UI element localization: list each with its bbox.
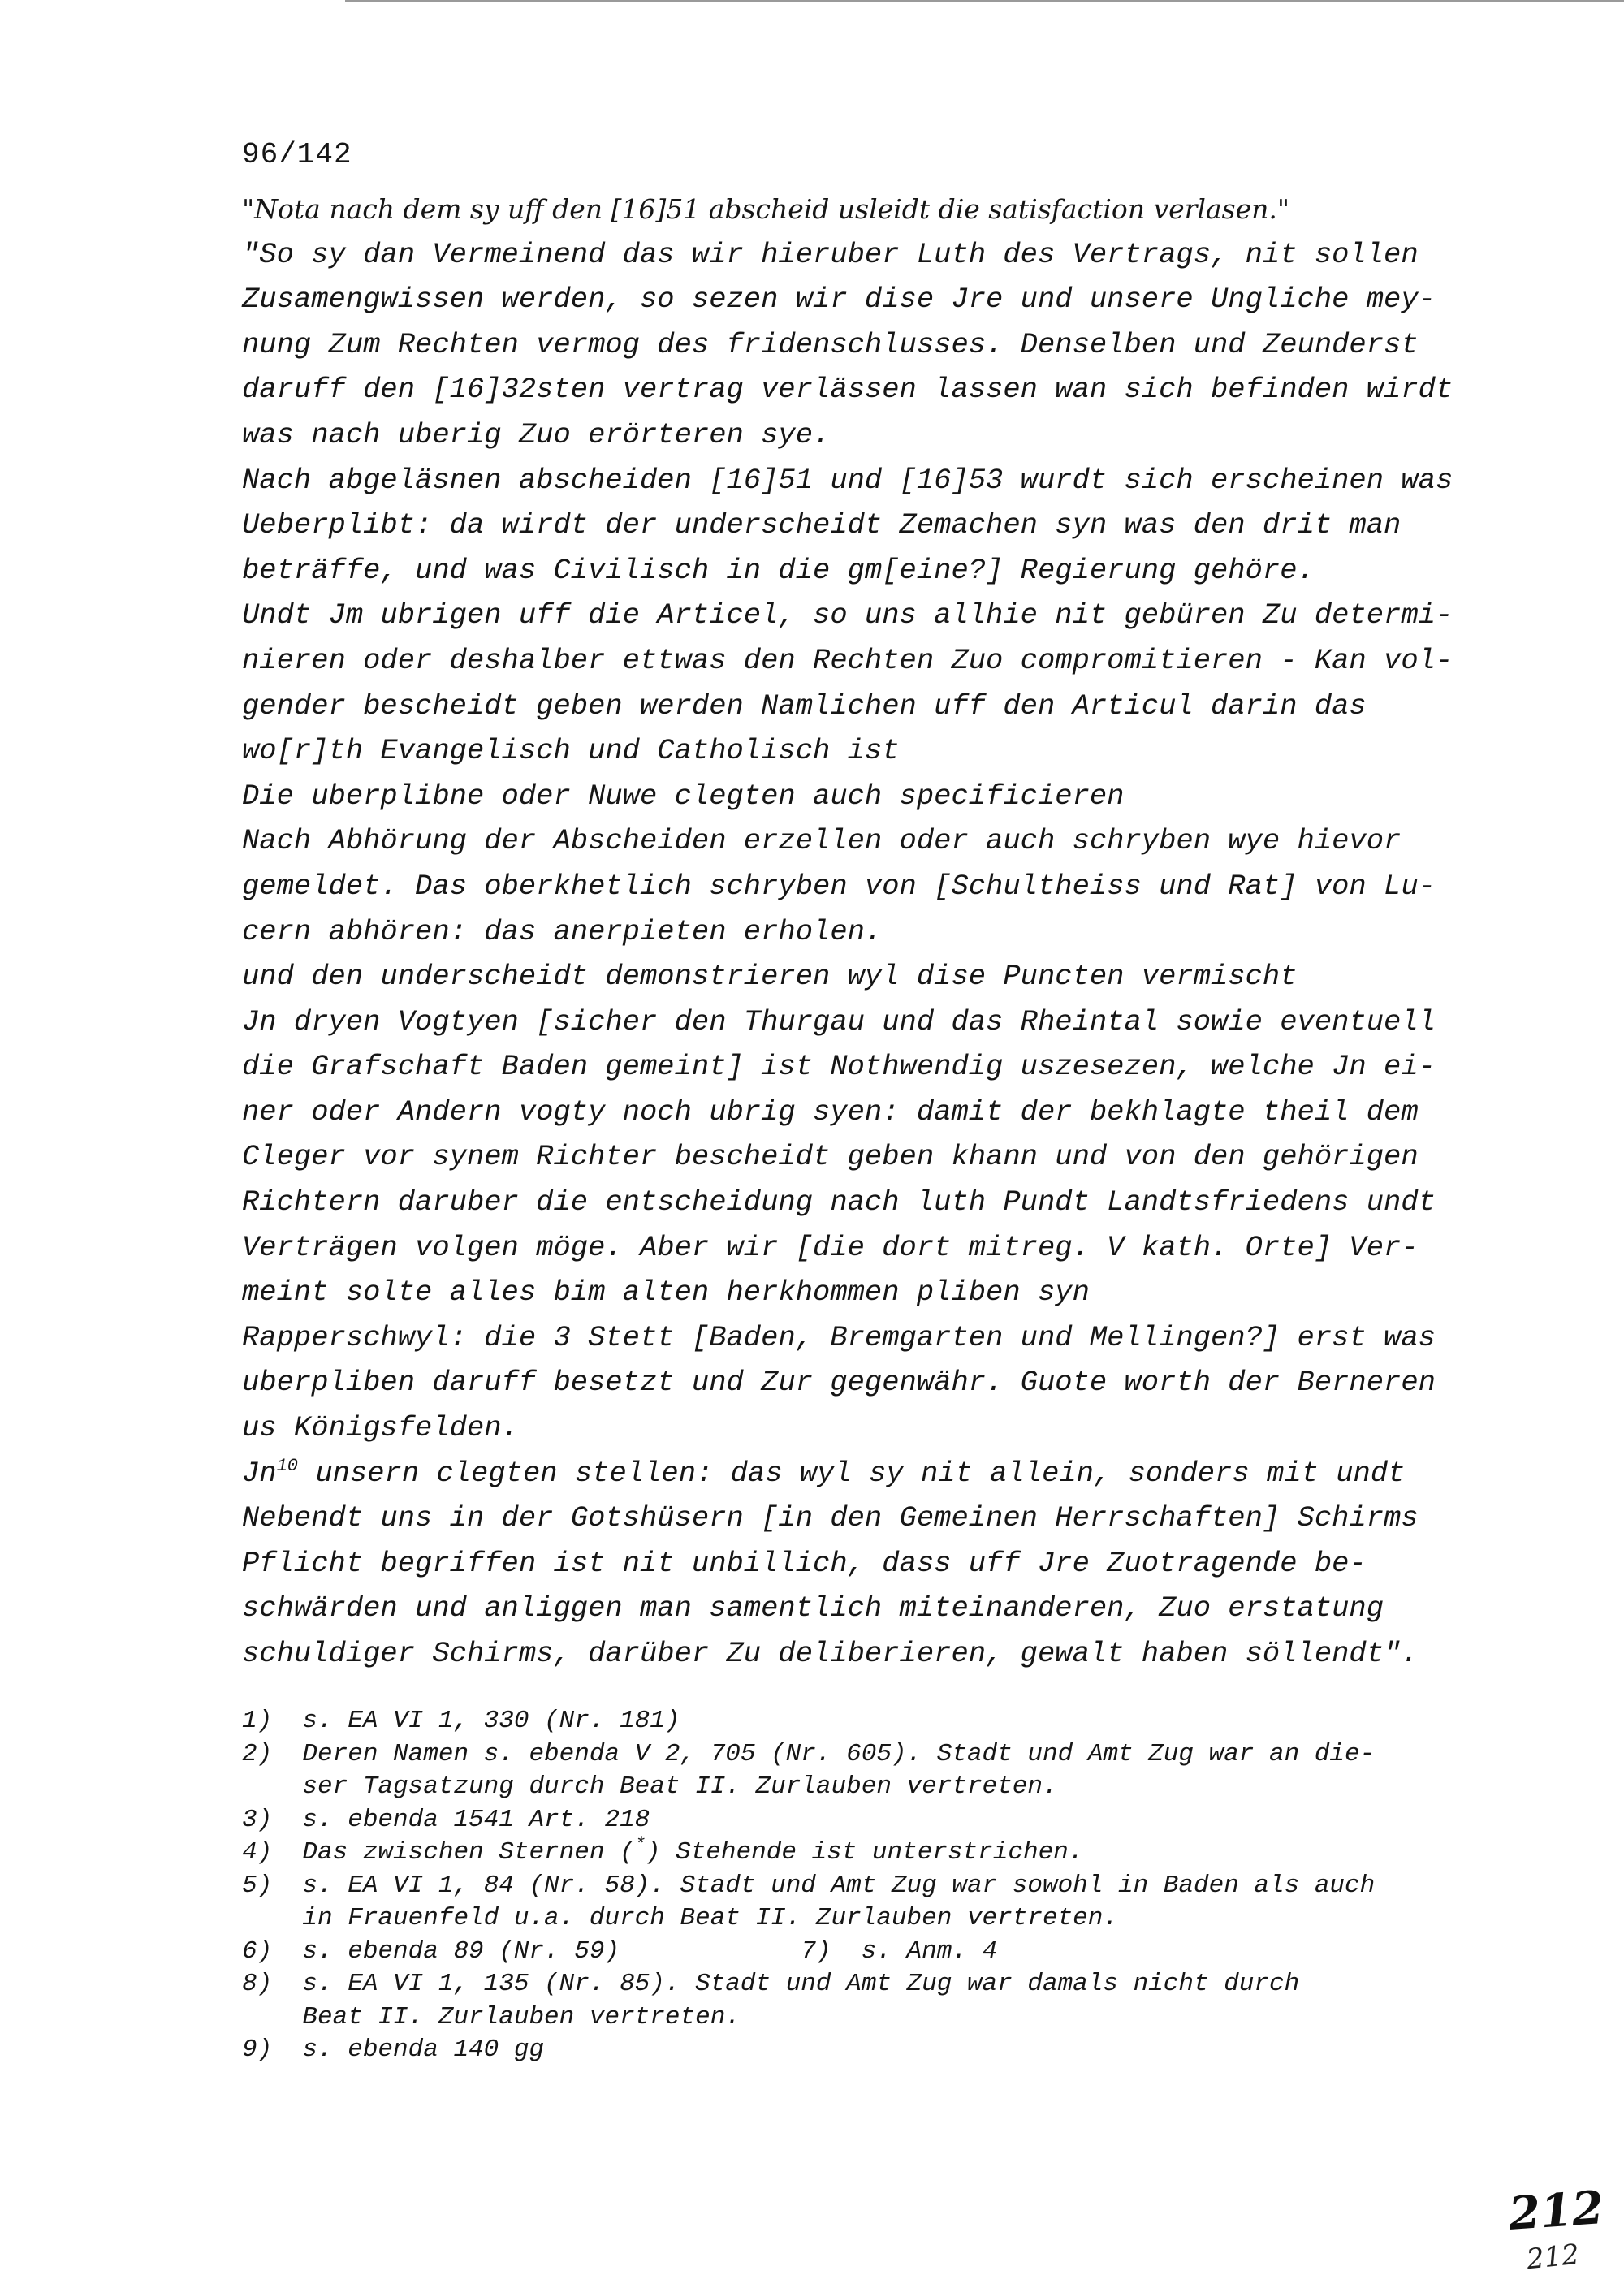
text-line: Nebendt uns in der Gotshüsern [in den Gemeinen Herrschaften] Schirms xyxy=(242,1501,1419,1535)
text-line: Verträgen volgen möge. Aber wir [die dort mitreg. V kath. Orte] Ver- xyxy=(242,1230,1419,1264)
footnote-6-7: 6) s. ebenda 89 (Nr. 59) 7) s. Anm. 4 xyxy=(242,1936,998,1966)
footnote-2-cont: ser Tagsatzung durch Beat II. Zurlauben vertreten. xyxy=(242,1772,1058,1801)
text-line: Richtern daruber die entscheidung nach luth Pundt Landtsfriedens undt xyxy=(242,1185,1436,1220)
text-line: meint solte alles bim alten herkhommen pliben syn xyxy=(242,1276,1090,1310)
footnote-5: 5) s. EA VI 1, 84 (Nr. 58). Stadt und Amt Zug war sowohl in Baden als auch xyxy=(242,1871,1376,1900)
page-reference: 96/142 xyxy=(242,138,352,171)
asterisk: * xyxy=(634,1834,646,1855)
footnote-5-cont: in Frauenfeld u.a. durch Beat II. Zurlauben vertreten. xyxy=(242,1904,1118,1932)
text-line: die Grafschaft Baden gemeint] ist Nothwendig uszesezen, welche Jn ei- xyxy=(242,1050,1436,1084)
text-line: beträffe, und was Civilisch in die gm[eine?] Regierung gehöre. xyxy=(242,553,1315,587)
text-line: und den underscheidt demonstrieren wyl dise Puncten vermischt xyxy=(242,960,1298,994)
jn-rest: unsern clegten stellen: das wyl sy nit allein, sonders mit undt xyxy=(298,1456,1406,1490)
text-line: was nach uberig Zuo erörteren sye. xyxy=(242,417,831,451)
footnote-4 xyxy=(242,1834,1509,1870)
handwritten-page-number-small: 212 xyxy=(1525,2238,1581,2277)
text-line: Undt Jm ubrigen uff die Articel, so uns allhie nit gebüren Zu determi- xyxy=(242,598,1453,632)
text-line: Nach Abhörung der Abscheiden erzellen oder auch schryben wye hievor xyxy=(242,824,1402,858)
text-line: schuldiger Schirms, darüber Zu deliberieren, gewalt haben söllendt". xyxy=(242,1637,1419,1670)
text-line: "Nota nach dem sy uff den [16]51 abscheid usleidt die satisfaction verlasen." xyxy=(242,193,1290,225)
text-line: nung Zum Rechten vermog des fridenschlusses. Denselben und Zeunderst xyxy=(242,327,1419,361)
text-line: uberpliben daruff besetzt und Zur gegenwähr. Guote worth der Berneren xyxy=(242,1366,1436,1400)
text-line: Pflicht begriffen ist nit unbillich, dass uff Jre Zuotragende be- xyxy=(242,1546,1367,1580)
text-line: cern abhören: das anerpieten erholen. xyxy=(242,914,883,948)
footnote-4-pre: 4) Das zwischen Sternen ( xyxy=(242,1838,635,1867)
footnote-marker-10: 10 xyxy=(276,1455,299,1476)
footnote-1: 1) s. EA VI 1, 330 (Nr. 181) xyxy=(242,1707,680,1735)
text-line-jn xyxy=(242,1451,1509,1496)
footnote-2: 2) Deren Namen s. ebenda V 2, 705 (Nr. 605). Stadt und Amt Zug war an die- xyxy=(242,1739,1376,1768)
text-line: gemeldet. Das oberkhetlich schryben von [Schultheiss und Rat] von Lu- xyxy=(242,869,1436,903)
text-line: Cleger vor synem Richter bescheidt geben khann und von den gehörigen xyxy=(242,1140,1419,1174)
footnote-9: 9) s. ebenda 140 gg xyxy=(242,2035,545,2064)
footnote-8: 8) s. EA VI 1, 135 (Nr. 85). Stadt und Amt Zug war damals nicht durch xyxy=(242,1970,1300,1998)
text-line: Zusamengwissen werden, so sezen wir dise Jre und unsere Ungliche mey- xyxy=(242,283,1436,317)
handwritten-page-number: 212 xyxy=(1506,2181,1606,2241)
jn-prefix: Jn xyxy=(242,1456,277,1490)
text-line: Rapperschwyl: die 3 Stett [Baden, Bremgarten und Mellingen?] erst was xyxy=(242,1320,1436,1354)
text-line: schwärden und anliggen man samentlich miteinanderen, Zuo erstatung xyxy=(242,1591,1384,1625)
top-edge-line xyxy=(345,0,1624,2)
text-line: nieren oder deshalber ettwas den Rechten Zuo compromitieren - Kan vol- xyxy=(242,643,1453,677)
footnote-3: 3) s. ebenda 1541 Art. 218 xyxy=(242,1805,650,1834)
text-line: Nach abgeläsnen abscheiden [16]51 und [16]53 wurdt sich erscheinen was xyxy=(242,463,1453,497)
footnote-8-cont: Beat II. Zurlauben vertreten. xyxy=(242,2002,741,2031)
text-line: "So sy dan Vermeinend das wir hieruber Luth des Vertrags, nit sollen xyxy=(242,237,1419,271)
text-line: Die uberplibne oder Nuwe clegten auch specificieren xyxy=(242,779,1125,813)
text-line: gender bescheidt geben werden Namlichen uff den Articul darin das xyxy=(242,689,1367,723)
text-line: us Königsfelden. xyxy=(242,1411,519,1445)
text-line: wo[r]th Evangelisch und Catholisch ist xyxy=(242,734,900,768)
text-line: daruff den [16]32sten vertrag verlässen lassen wan sich befinden wirdt xyxy=(242,373,1453,407)
text-line: Jn dryen Vogtyen [sicher den Thurgau und das Rheintal sowie eventuell xyxy=(242,1004,1436,1038)
footnote-4-post: ) Stehende ist unterstrichen. xyxy=(645,1838,1084,1867)
top-edge-dots xyxy=(345,0,491,2)
footnotes xyxy=(242,1705,1509,2067)
text-line: Ueberplibt: da wirdt der underscheidt Zemachen syn was den drit man xyxy=(242,508,1402,542)
text-line: ner oder Andern vogty noch ubrig syen: damit der bekhlagte theil dem xyxy=(242,1094,1419,1129)
main-transcription xyxy=(242,187,1509,1677)
